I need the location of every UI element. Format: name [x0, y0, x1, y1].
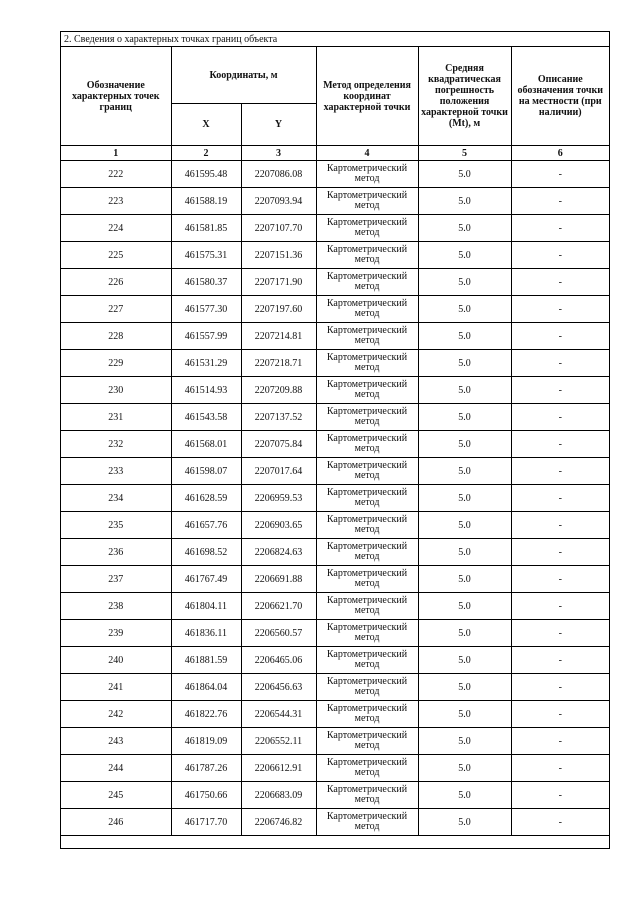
error-cell: 5.0: [418, 350, 511, 377]
error-cell: 5.0: [418, 809, 511, 836]
column-number: 5: [418, 146, 511, 161]
error-cell: 5.0: [418, 539, 511, 566]
column-number: 1: [61, 146, 171, 161]
error-cell: 5.0: [418, 674, 511, 701]
description-cell: -: [511, 647, 609, 674]
table-row: [61, 809, 609, 836]
point-cell: 244: [61, 755, 171, 782]
description-cell: -: [511, 161, 609, 188]
table-row: [61, 404, 609, 431]
y-cell: 2206544.31: [241, 701, 316, 728]
table-row: [61, 188, 609, 215]
x-cell: 461819.09: [171, 728, 241, 755]
description-cell: -: [511, 809, 609, 836]
table-row: [61, 674, 609, 701]
x-cell: 461836.11: [171, 620, 241, 647]
method-cell: Картометрический метод: [316, 188, 418, 215]
y-cell: 2207137.52: [241, 404, 316, 431]
header-designation: Обозначение характерных точек границ: [61, 47, 171, 146]
point-cell: 237: [61, 566, 171, 593]
method-cell: Картометрический метод: [316, 296, 418, 323]
x-cell: 461588.19: [171, 188, 241, 215]
y-cell: 2206959.53: [241, 485, 316, 512]
table-row: [61, 161, 609, 188]
y-cell: 2207197.60: [241, 296, 316, 323]
description-cell: -: [511, 620, 609, 647]
table-row: [61, 728, 609, 755]
error-cell: 5.0: [418, 782, 511, 809]
x-cell: 461543.58: [171, 404, 241, 431]
method-cell: Картометрический метод: [316, 431, 418, 458]
error-cell: 5.0: [418, 566, 511, 593]
description-cell: -: [511, 269, 609, 296]
error-cell: 5.0: [418, 296, 511, 323]
error-cell: 5.0: [418, 161, 511, 188]
column-number: 6: [511, 146, 609, 161]
x-cell: 461657.76: [171, 512, 241, 539]
table-row: [61, 269, 609, 296]
x-cell: 461804.11: [171, 593, 241, 620]
header-coordinates: Координаты, м: [171, 47, 316, 104]
method-cell: Картометрический метод: [316, 350, 418, 377]
method-cell: Картометрический метод: [316, 539, 418, 566]
y-cell: 2206903.65: [241, 512, 316, 539]
description-cell: -: [511, 701, 609, 728]
y-cell: 2207214.81: [241, 323, 316, 350]
y-cell: 2206683.09: [241, 782, 316, 809]
y-cell: 2207086.08: [241, 161, 316, 188]
table-row: [61, 512, 609, 539]
point-cell: 226: [61, 269, 171, 296]
table-row: [61, 647, 609, 674]
point-cell: 243: [61, 728, 171, 755]
method-cell: Картометрический метод: [316, 782, 418, 809]
table-row: [61, 458, 609, 485]
error-cell: 5.0: [418, 485, 511, 512]
description-cell: -: [511, 431, 609, 458]
y-cell: 2207171.90: [241, 269, 316, 296]
point-cell: 242: [61, 701, 171, 728]
method-cell: Картометрический метод: [316, 809, 418, 836]
error-cell: 5.0: [418, 620, 511, 647]
y-cell: 2206824.63: [241, 539, 316, 566]
table-row: [61, 431, 609, 458]
x-cell: 461577.30: [171, 296, 241, 323]
point-cell: 223: [61, 188, 171, 215]
section-title: 2. Сведения о характерных точках границ объекта: [61, 32, 609, 47]
x-cell: 461595.48: [171, 161, 241, 188]
description-cell: -: [511, 728, 609, 755]
header-y: Y: [241, 104, 316, 146]
point-cell: 239: [61, 620, 171, 647]
method-cell: Картометрический метод: [316, 485, 418, 512]
x-cell: 461787.26: [171, 755, 241, 782]
description-cell: -: [511, 539, 609, 566]
description-cell: -: [511, 512, 609, 539]
x-cell: 461698.52: [171, 539, 241, 566]
column-number: 2: [171, 146, 241, 161]
method-cell: Картометрический метод: [316, 701, 418, 728]
header-description: Описание обозначения точки на местности (при наличии): [511, 47, 609, 146]
method-cell: Картометрический метод: [316, 323, 418, 350]
x-cell: 461575.31: [171, 242, 241, 269]
point-cell: 224: [61, 215, 171, 242]
description-cell: -: [511, 242, 609, 269]
y-cell: 2207107.70: [241, 215, 316, 242]
y-cell: 2206560.57: [241, 620, 316, 647]
error-cell: 5.0: [418, 323, 511, 350]
y-cell: 2206456.63: [241, 674, 316, 701]
x-cell: 461628.59: [171, 485, 241, 512]
y-cell: 2206746.82: [241, 809, 316, 836]
x-cell: 461767.49: [171, 566, 241, 593]
table-row: [61, 539, 609, 566]
point-cell: 235: [61, 512, 171, 539]
point-cell: 240: [61, 647, 171, 674]
description-cell: -: [511, 323, 609, 350]
error-cell: 5.0: [418, 242, 511, 269]
column-number: 3: [241, 146, 316, 161]
header-x: X: [171, 104, 241, 146]
y-cell: 2207209.88: [241, 377, 316, 404]
method-cell: Картометрический метод: [316, 620, 418, 647]
point-cell: 231: [61, 404, 171, 431]
x-cell: 461750.66: [171, 782, 241, 809]
point-cell: 238: [61, 593, 171, 620]
method-cell: Картометрический метод: [316, 647, 418, 674]
error-cell: 5.0: [418, 728, 511, 755]
description-cell: -: [511, 215, 609, 242]
column-number: 4: [316, 146, 418, 161]
point-cell: 234: [61, 485, 171, 512]
error-cell: 5.0: [418, 512, 511, 539]
method-cell: Картометрический метод: [316, 377, 418, 404]
point-cell: 225: [61, 242, 171, 269]
y-cell: 2206621.70: [241, 593, 316, 620]
table-row: [61, 485, 609, 512]
y-cell: 2206691.88: [241, 566, 316, 593]
error-cell: 5.0: [418, 377, 511, 404]
table-row: [61, 215, 609, 242]
point-cell: 222: [61, 161, 171, 188]
table-row: [61, 701, 609, 728]
table-row: [61, 755, 609, 782]
header-method: Метод определения координат характерной точки: [316, 47, 418, 146]
y-cell: 2207017.64: [241, 458, 316, 485]
x-cell: 461580.37: [171, 269, 241, 296]
boundary-points-table: [61, 47, 609, 836]
error-cell: 5.0: [418, 755, 511, 782]
point-cell: 245: [61, 782, 171, 809]
error-cell: 5.0: [418, 458, 511, 485]
description-cell: -: [511, 188, 609, 215]
method-cell: Картометрический метод: [316, 458, 418, 485]
y-cell: 2206465.06: [241, 647, 316, 674]
error-cell: 5.0: [418, 188, 511, 215]
point-cell: 236: [61, 539, 171, 566]
y-cell: 2207075.84: [241, 431, 316, 458]
point-cell: 232: [61, 431, 171, 458]
table-row: [61, 350, 609, 377]
x-cell: 461864.04: [171, 674, 241, 701]
error-cell: 5.0: [418, 269, 511, 296]
point-cell: 230: [61, 377, 171, 404]
point-cell: 228: [61, 323, 171, 350]
description-cell: -: [511, 566, 609, 593]
method-cell: Картометрический метод: [316, 161, 418, 188]
y-cell: 2206612.91: [241, 755, 316, 782]
table-row: [61, 377, 609, 404]
method-cell: Картометрический метод: [316, 512, 418, 539]
x-cell: 461881.59: [171, 647, 241, 674]
method-cell: Картометрический метод: [316, 755, 418, 782]
table-row: [61, 566, 609, 593]
description-cell: -: [511, 593, 609, 620]
description-cell: -: [511, 485, 609, 512]
error-cell: 5.0: [418, 215, 511, 242]
point-cell: 241: [61, 674, 171, 701]
error-cell: 5.0: [418, 431, 511, 458]
x-cell: 461717.70: [171, 809, 241, 836]
table-row: [61, 620, 609, 647]
error-cell: 5.0: [418, 647, 511, 674]
description-cell: -: [511, 674, 609, 701]
x-cell: 461531.29: [171, 350, 241, 377]
header-error: Средняя квадратическая погрешность положения характерной точки (Mt), м: [418, 47, 511, 146]
error-cell: 5.0: [418, 404, 511, 431]
x-cell: 461581.85: [171, 215, 241, 242]
point-cell: 246: [61, 809, 171, 836]
method-cell: Картометрический метод: [316, 566, 418, 593]
point-cell: 233: [61, 458, 171, 485]
method-cell: Картометрический метод: [316, 728, 418, 755]
x-cell: 461557.99: [171, 323, 241, 350]
table-body: [61, 161, 609, 836]
method-cell: Картометрический метод: [316, 404, 418, 431]
y-cell: 2206552.11: [241, 728, 316, 755]
points-document: [60, 31, 610, 849]
x-cell: 461514.93: [171, 377, 241, 404]
description-cell: -: [511, 458, 609, 485]
error-cell: 5.0: [418, 593, 511, 620]
method-cell: Картометрический метод: [316, 593, 418, 620]
y-cell: 2207151.36: [241, 242, 316, 269]
description-cell: -: [511, 782, 609, 809]
point-cell: 229: [61, 350, 171, 377]
description-cell: -: [511, 404, 609, 431]
description-cell: -: [511, 377, 609, 404]
y-cell: 2207093.94: [241, 188, 316, 215]
x-cell: 461598.07: [171, 458, 241, 485]
description-cell: -: [511, 296, 609, 323]
point-cell: 227: [61, 296, 171, 323]
table-row: [61, 323, 609, 350]
description-cell: -: [511, 350, 609, 377]
table-row: [61, 782, 609, 809]
method-cell: Картометрический метод: [316, 269, 418, 296]
x-cell: 461568.01: [171, 431, 241, 458]
table-row: [61, 242, 609, 269]
method-cell: Картометрический метод: [316, 215, 418, 242]
table-row: [61, 296, 609, 323]
method-cell: Картометрический метод: [316, 674, 418, 701]
x-cell: 461822.76: [171, 701, 241, 728]
table-row: [61, 593, 609, 620]
error-cell: 5.0: [418, 701, 511, 728]
method-cell: Картометрический метод: [316, 242, 418, 269]
y-cell: 2207218.71: [241, 350, 316, 377]
description-cell: -: [511, 755, 609, 782]
